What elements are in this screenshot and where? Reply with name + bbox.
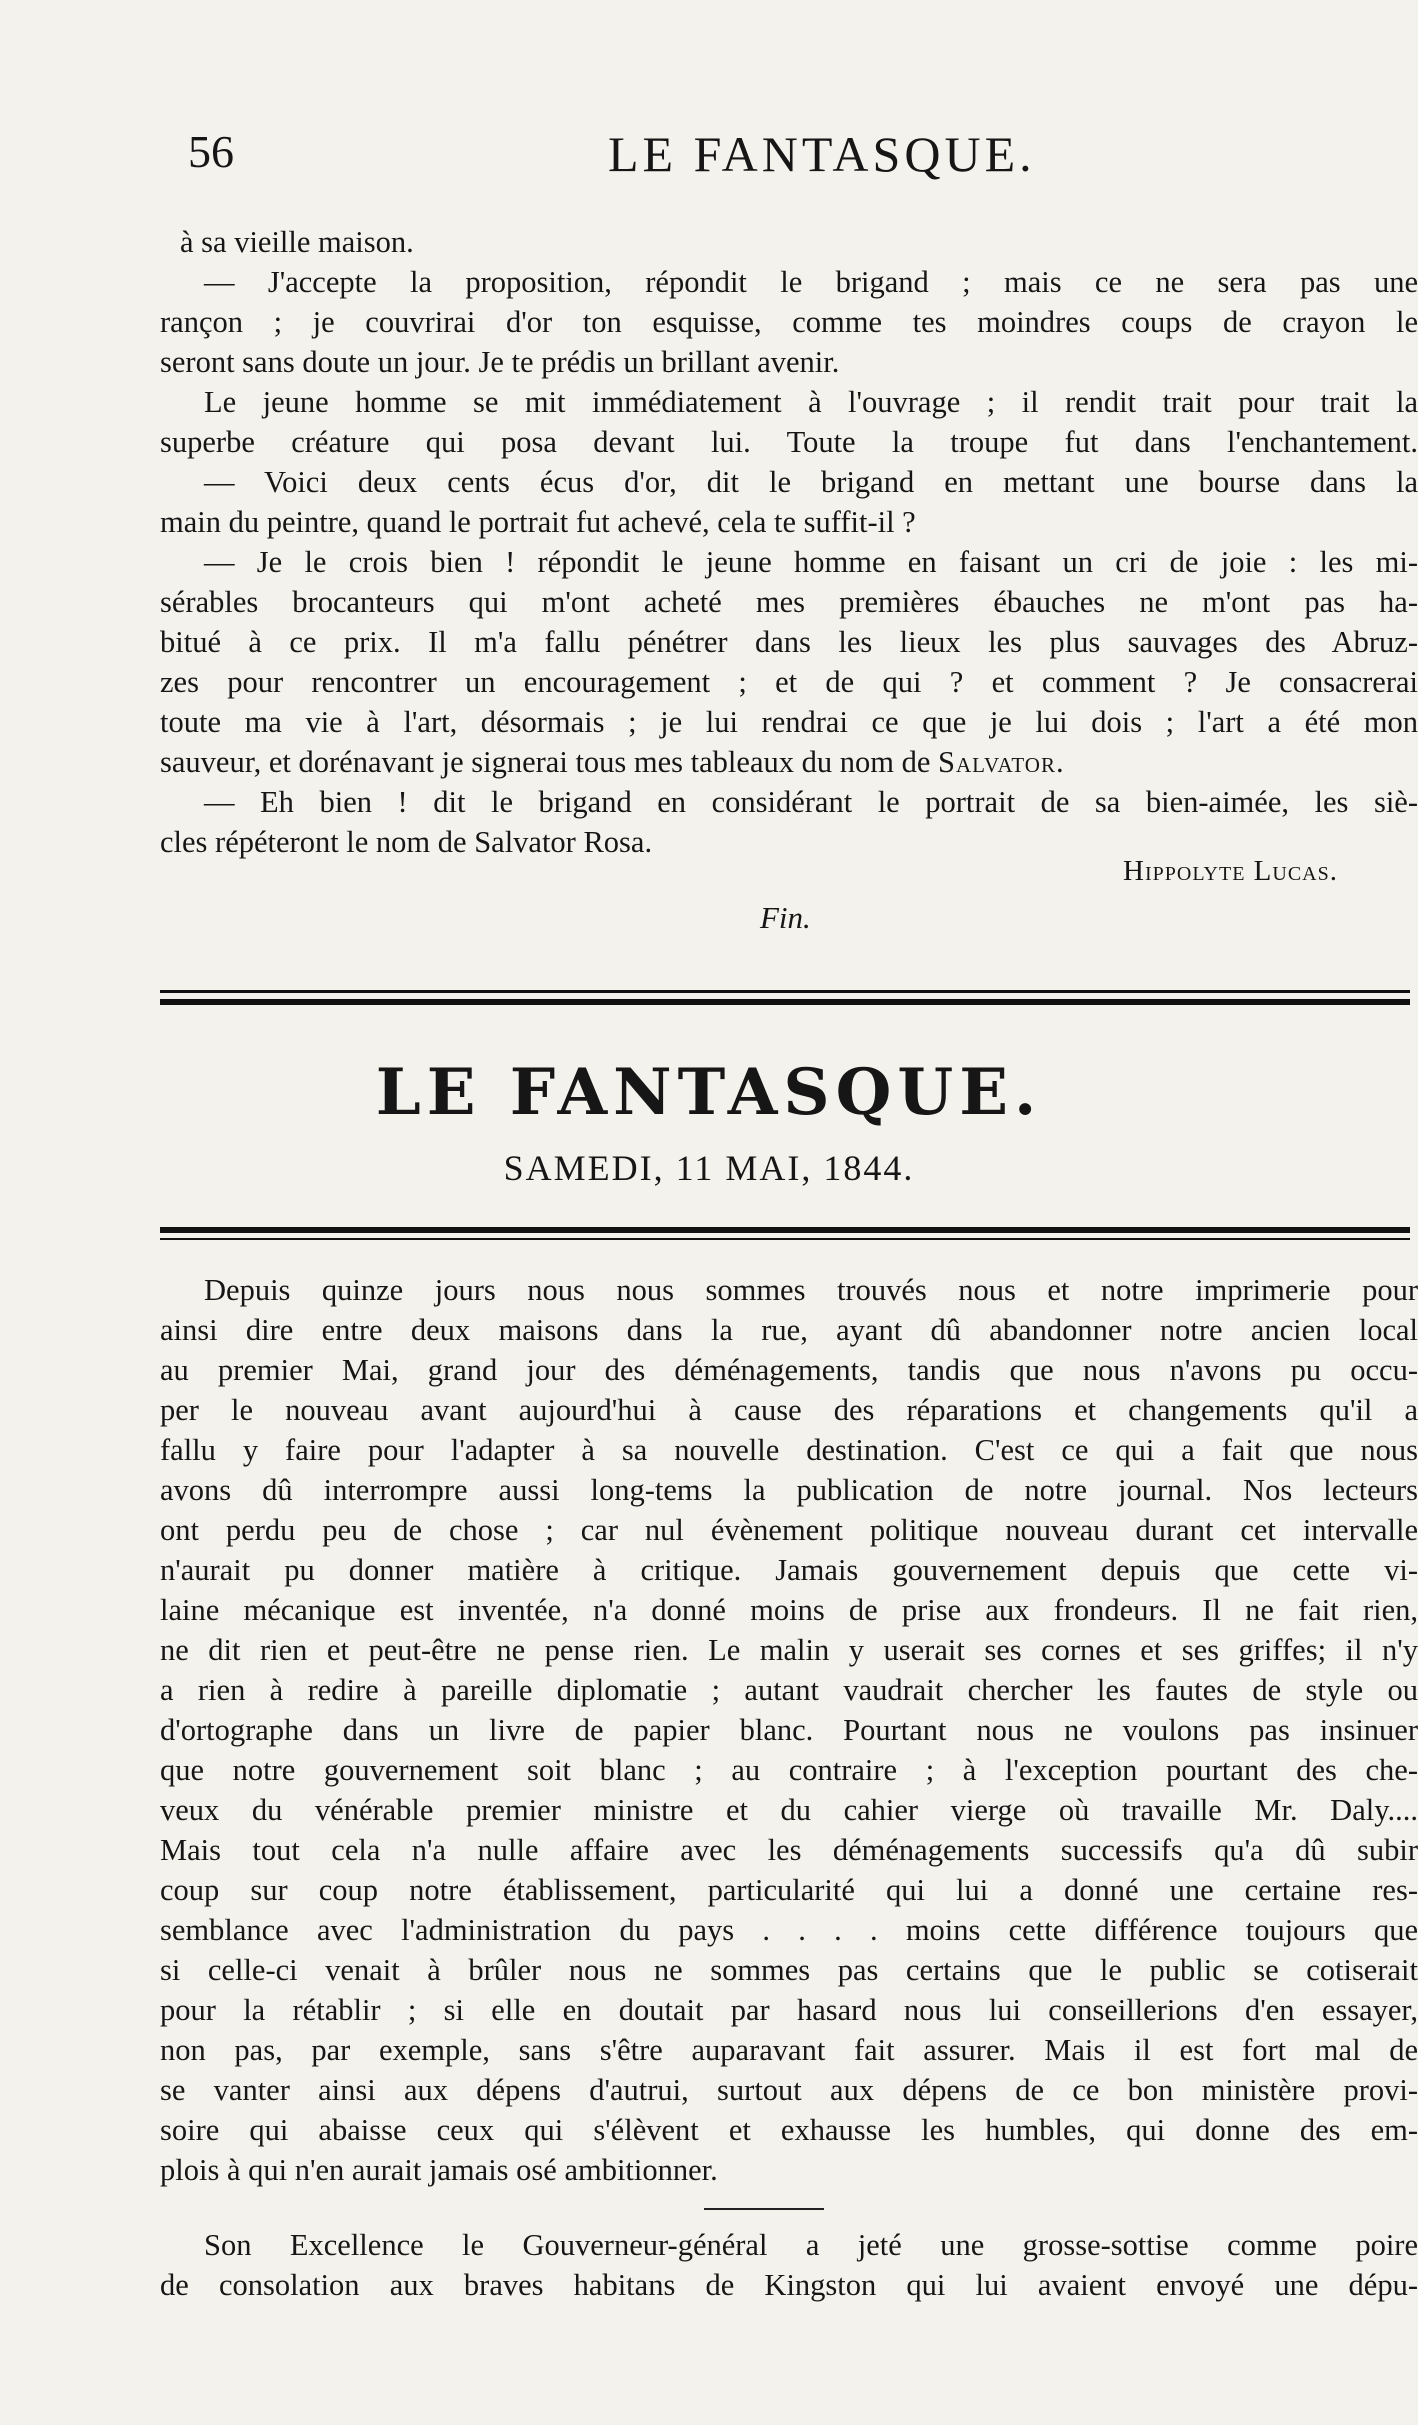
story-line: — Je le crois bien ! répondit le jeune homme en faisant un cri de joie : les mi-: [204, 545, 1418, 579]
editorial-line: per le nouveau avant aujourd'hui à cause des réparations et changements qu'il a: [160, 1393, 1418, 1427]
editorial-line: ainsi dire entre deux maisons dans la rue, ayant dû abandonner notre ancien local: [160, 1313, 1418, 1347]
author-signature: Hippolyte Lucas.: [1123, 855, 1338, 887]
editorial-article: [160, 1270, 1418, 2190]
divider-rule: [160, 1227, 1410, 1233]
editorial-line: veux du vénérable premier ministre et du cahier vierge où travaille Mr. Daly....: [160, 1793, 1418, 1827]
story-line: seront sans doute un jour. Je te prédis un brillant avenir.: [160, 345, 840, 379]
story-line: — Eh bien ! dit le brigand en considérant le portrait de sa bien-aimée, les siè-: [204, 785, 1418, 819]
story-line: à sa vieille maison.: [180, 225, 414, 259]
story-line: toute ma vie à l'art, désormais ; je lui rendrai ce que je lui dois ; l'art a été mon: [160, 705, 1418, 739]
editorial-line: d'ortographe dans un livre de papier blanc. Pourtant nous ne voulons pas insinuer: [160, 1713, 1418, 1747]
editorial-line: Depuis quinze jours nous nous sommes trouvés nous et notre imprimerie pour: [204, 1273, 1418, 1307]
editorial-line: non pas, par exemple, sans s'être auparavant fait assurer. Mais il est fort mal de: [160, 2033, 1418, 2067]
running-title: LE FANTASQUE.: [608, 126, 1036, 182]
editorial-line: a rien à redire à pareille diplomatie ; autant vaudrait chercher les fautes de style ou: [160, 1673, 1418, 1707]
story-line: zes pour rencontrer un encouragement ; et de qui ? et comment ? Je consacrerai: [160, 665, 1418, 699]
story-line: sérables brocanteurs qui m'ont acheté mes premières ébauches ne m'ont pas ha-: [160, 585, 1418, 619]
story-line: main du peintre, quand le portrait fut achevé, cela te suffit-il ?: [160, 505, 916, 539]
story-line: Le jeune homme se mit immédiatement à l'ouvrage ; il rendit trait pour trait la: [204, 385, 1418, 419]
story-line: [160, 742, 1418, 782]
masthead-title: LE FANTASQUE.: [375, 1055, 1043, 1130]
divider-rule: [160, 999, 1410, 1005]
story-line: rançon ; je couvrirai d'or ton esquisse, comme tes moindres coups de crayon le: [160, 305, 1418, 339]
editorial-line: Mais tout cela n'a nulle affaire avec les déménagements successifs qu'a dû subir: [160, 1833, 1418, 1867]
section-separator: [704, 2208, 824, 2210]
editorial-line: avons dû interrompre aussi long-tems la publication de notre journal. Nos lecteurs: [160, 1473, 1418, 1507]
editorial-line: ne dit rien et peut-être ne pense rien. Le malin y userait ses cornes et ses griffes; il n'y: [160, 1633, 1418, 1667]
editorial-line: que notre gouvernement soit blanc ; au contraire ; à l'exception pourtant des che-: [160, 1753, 1418, 1787]
editorial-line: n'aurait pu donner matière à critique. Jamais gouvernement depuis que cette vi-: [160, 1553, 1418, 1587]
editorial-line: fallu y faire pour l'adapter à sa nouvelle destination. C'est ce qui a fait que nous: [160, 1433, 1418, 1467]
next-article-line: de consolation aux braves habitans de Kingston qui lui avaient envoyé une dépu-: [160, 2268, 1418, 2302]
story-end-marker: Fin.: [760, 900, 811, 935]
editorial-line: si celle-ci venait à brûler nous ne sommes pas certains que le public se cotiserait: [160, 1953, 1418, 1987]
issue-date: SAMEDI, 11 MAI, 1844.: [503, 1148, 915, 1188]
editorial-line: soire qui abaisse ceux qui s'élèvent et exhausse les humbles, qui donne des em-: [160, 2113, 1418, 2147]
salvator-name: Salvator.: [938, 745, 1065, 779]
editorial-line: semblance avec l'administration du pays . . . . moins cette différence toujours que: [160, 1913, 1418, 1947]
editorial-line: pour la rétablir ; si elle en doutait par hasard nous lui conseillerions d'en essayer,: [160, 1993, 1418, 2027]
page-header: [168, 125, 1418, 205]
next-article-line: Son Excellence le Gouverneur-général a jeté une grosse-sottise comme poire: [204, 2228, 1418, 2262]
divider-rule: [160, 990, 1410, 993]
editorial-line: plois à qui n'en aurait jamais osé ambitionner.: [160, 2153, 718, 2187]
story-line: superbe créature qui posa devant lui. Toute la troupe fut dans l'enchantement.: [160, 425, 1418, 459]
editorial-line: ont perdu peu de chose ; car nul évènement politique nouveau durant cet intervalle: [160, 1513, 1418, 1547]
editorial-line: au premier Mai, grand jour des déménagements, tandis que nous n'avons pu occu-: [160, 1353, 1418, 1387]
story-line: — J'accepte la proposition, répondit le brigand ; mais ce ne sera pas une: [204, 265, 1418, 299]
next-article: [160, 2225, 1418, 2305]
story-line: — Voici deux cents écus d'or, dit le brigand en mettant une bourse dans la: [204, 465, 1418, 499]
story-continuation: [160, 222, 1418, 862]
story-line-text: sauveur, et dorénavant je signerai tous mes tableaux du nom de: [160, 745, 931, 779]
divider-rule: [160, 1238, 1410, 1240]
page-number: 56: [188, 126, 234, 177]
story-line: bitué à ce prix. Il m'a fallu pénétrer dans les lieux les plus sauvages des Abruz-: [160, 625, 1418, 659]
editorial-line: coup sur coup notre établissement, particularité qui lui a donné une certaine res-: [160, 1873, 1418, 1907]
editorial-line: se vanter ainsi aux dépens d'autrui, surtout aux dépens de ce bon ministère provi-: [160, 2073, 1418, 2107]
story-line: cles répéteront le nom de Salvator Rosa.: [160, 825, 653, 859]
editorial-line: laine mécanique est inventée, n'a donné moins de prise aux frondeurs. Il ne fait rien,: [160, 1593, 1418, 1627]
